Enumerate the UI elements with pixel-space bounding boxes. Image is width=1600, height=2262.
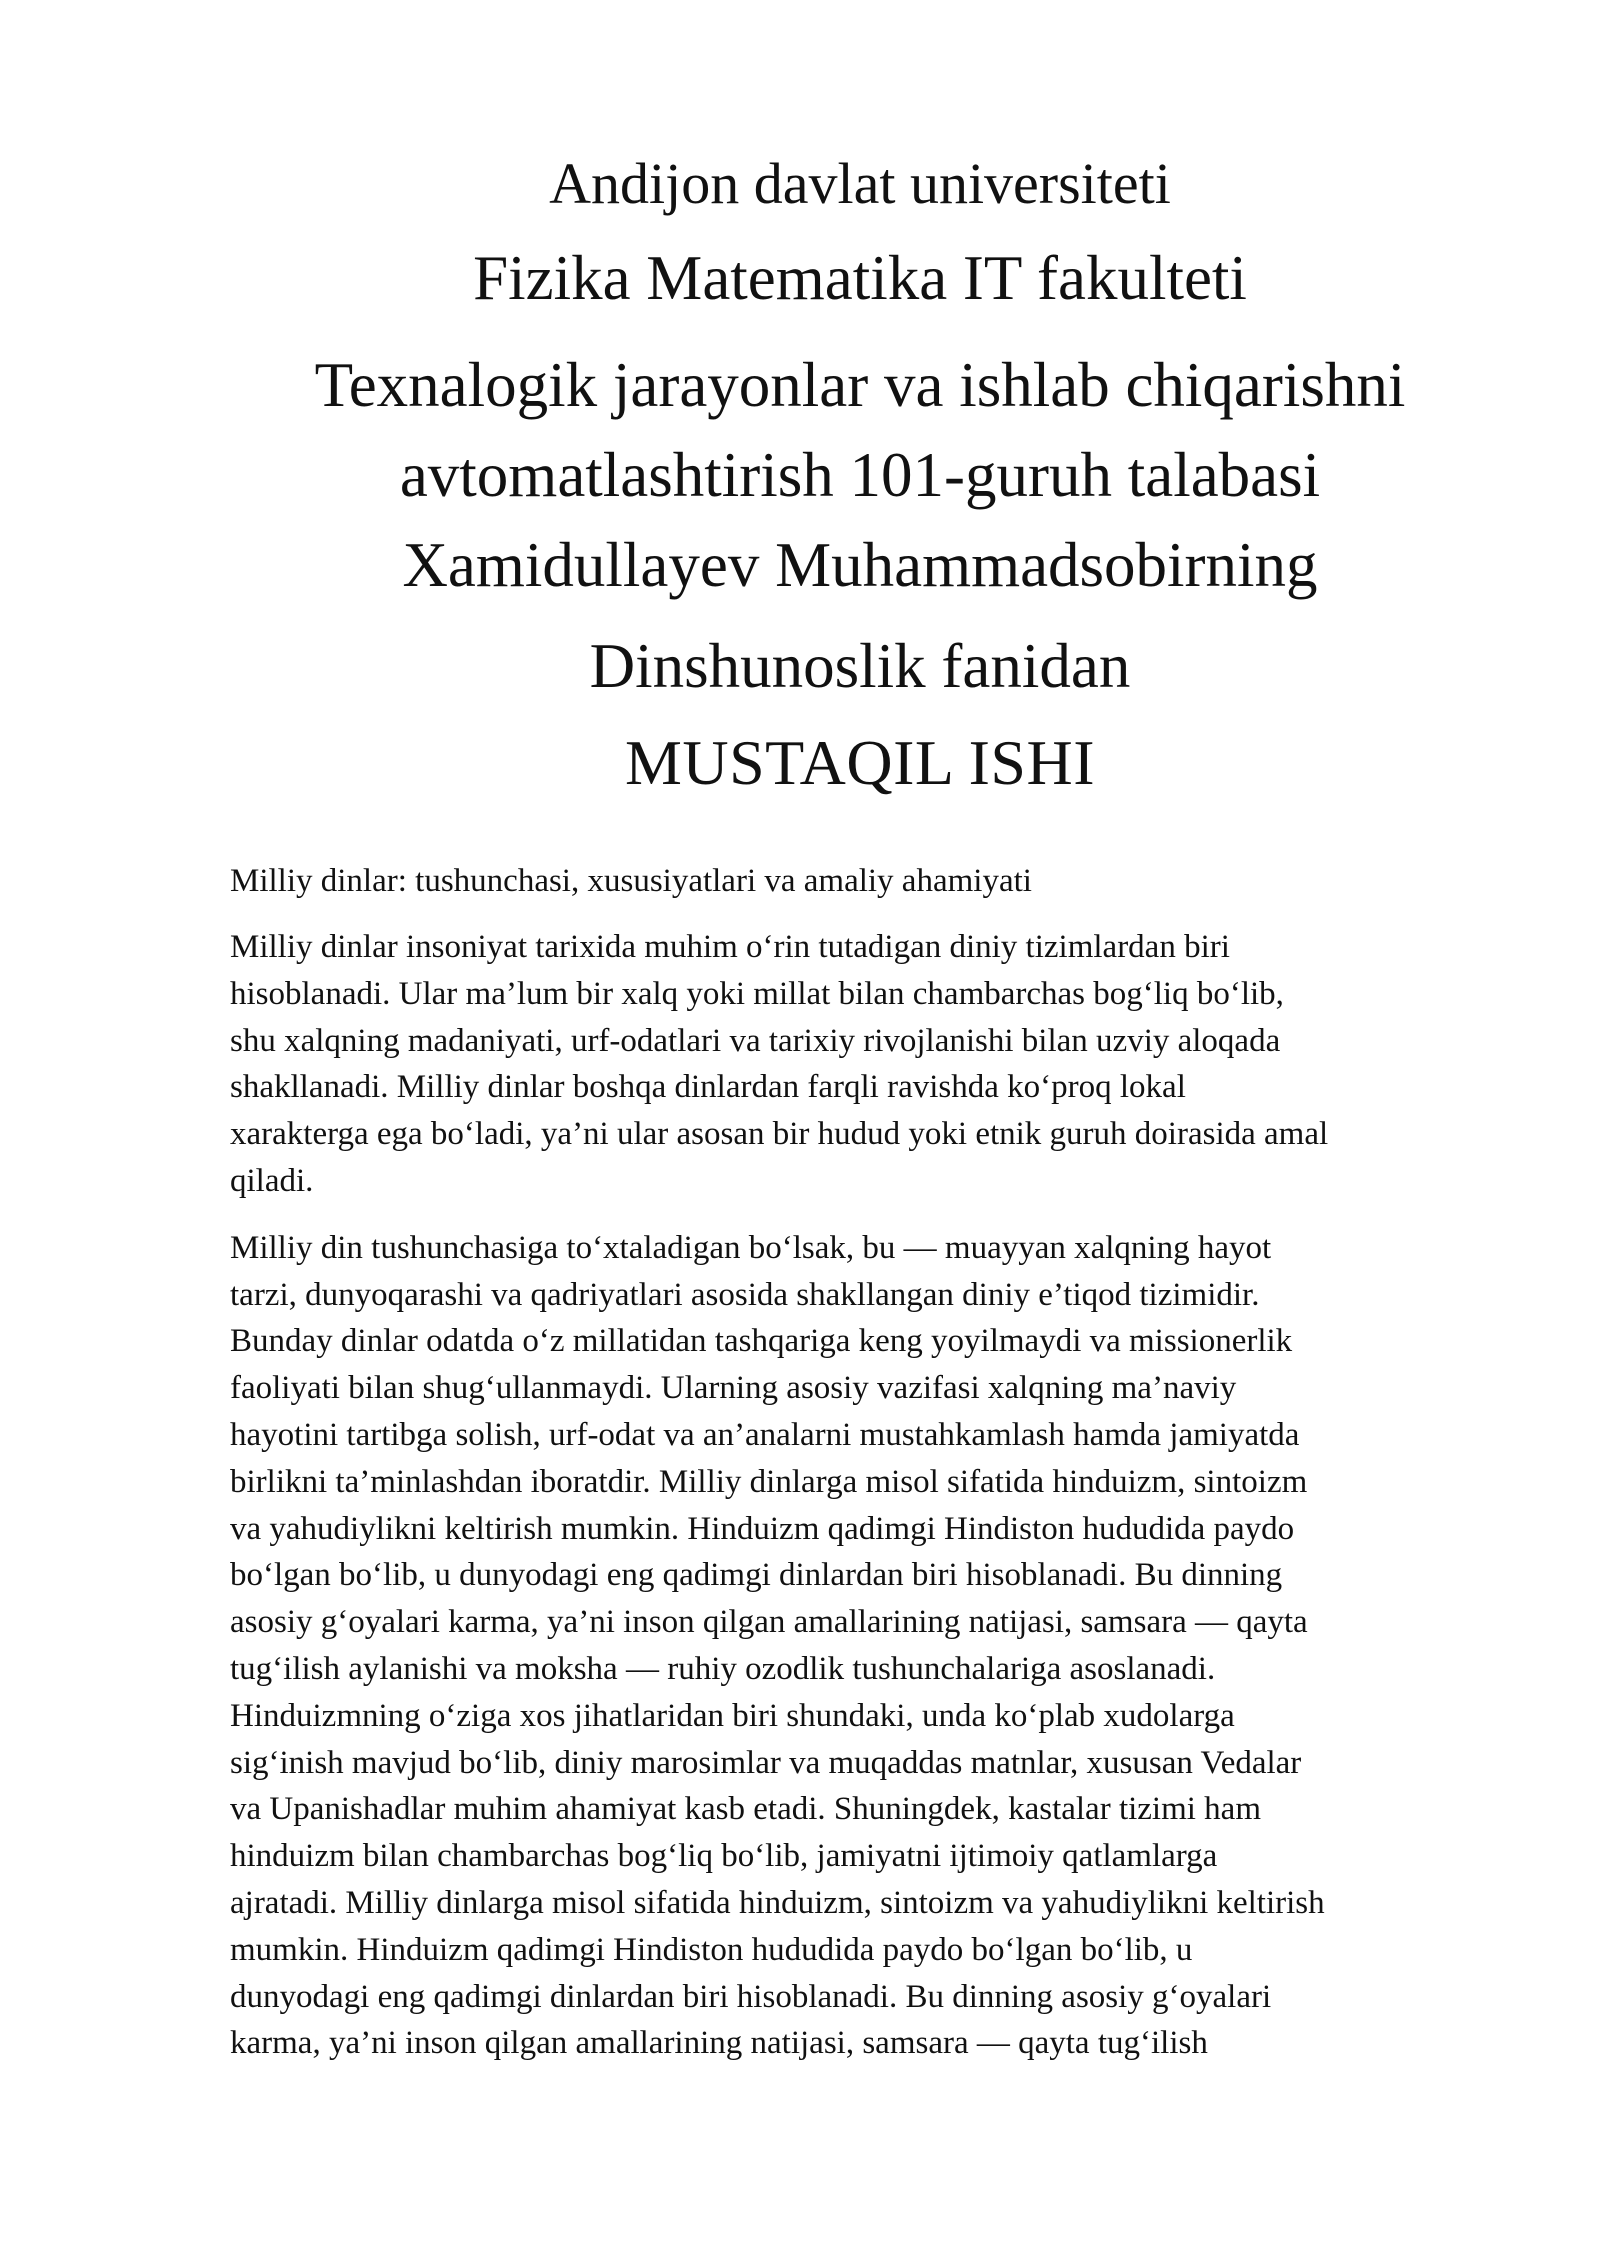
text-line: birlikni ta’minlashdan iboratdir. Milliy dinlarga misol sifatida hinduizm, sintoizm	[230, 1463, 1308, 1500]
text-line: asosiy g‘oyalari karma, ya’ni inson qilgan amallarining natijasi, samsara — qayta	[230, 1604, 1308, 1641]
paragraph-1	[230, 924, 1570, 1205]
text-line: qiladi.	[230, 1162, 314, 1199]
title-block	[200, 150, 1520, 801]
text-line: shakllanadi. Milliy dinlar boshqa dinlardan farqli ravishda ko‘proq lokal	[230, 1069, 1186, 1106]
text-line: va Upanishadlar muhim ahamiyat kasb etadi. Shuningdek, kastalar tizimi ham	[230, 1791, 1261, 1828]
text-line: karma, ya’ni inson qilgan amallarining natijasi, samsara — qayta tug‘ilish	[230, 2025, 1208, 2062]
text-line: sig‘inish mavjud bo‘lib, diniy marosimlar va muqaddas matnlar, xususan Vedalar	[230, 1744, 1302, 1781]
paragraph-2	[230, 1225, 1570, 2067]
text-line: Bunday dinlar odatda o‘z millatidan tashqariga keng yoyilmaydi va missionerlik	[230, 1323, 1293, 1360]
student-info-line: Xamidullayev Muhammadsobirning	[402, 530, 1318, 601]
document-body	[230, 858, 1570, 2067]
text-line: hisoblanadi. Ular ma’lum bir xalq yoki millat bilan chambarchas bog‘liq bo‘lib,	[230, 975, 1284, 1012]
text-line: va yahudiylikni keltirish mumkin. Hinduizm qadimgi Hindiston hududida paydo	[230, 1510, 1295, 1547]
text-line: hayotini tartibga solish, urf-odat va an’analarni mustahkamlash hamda jamiyatda	[230, 1416, 1300, 1453]
text-line: tarzi, dunyoqarashi va qadriyatlari asosida shakllangan diniy e’tiqod tizimidir.	[230, 1276, 1260, 1313]
work-title: MUSTAQIL ISHI	[624, 727, 1096, 799]
text-line: Milliy din tushunchasiga to‘xtaladigan bo‘lsak, bu — muayyan xalqning hayot	[230, 1229, 1272, 1266]
text-line: tug‘ilish aylanishi va moksha — ruhiy ozodlik tushunchalariga asoslanadi.	[230, 1650, 1216, 1687]
text-line: bo‘lgan bo‘lib, u dunyodagi eng qadimgi dinlardan biri hisoblanadi. Bu dinning	[230, 1557, 1283, 1594]
text-line: dunyodagi eng qadimgi dinlardan biri hisoblanadi. Bu dinning asosiy g‘oyalari	[230, 1978, 1272, 2015]
text-line: Milliy dinlar insoniyat tarixida muhim o‘rin tutadigan diniy tizimlardan biri	[230, 929, 1230, 965]
faculty-name: Fizika Matematika IT fakulteti	[473, 243, 1247, 314]
text-line: ajratadi. Milliy dinlarga misol sifatida hinduizm, sintoizm va yahudiylikni keltirish	[230, 1884, 1325, 1921]
student-info-line: avtomatlashtirish 101-guruh talabasi	[399, 440, 1321, 511]
university-name: Andijon davlat universiteti	[549, 151, 1171, 216]
document-subtitle: Milliy dinlar: tushunchasi, xususiyatlari va amaliy ahamiyati	[230, 863, 1032, 899]
text-line: faoliyati bilan shug‘ullanmaydi. Ularning asosiy vazifasi xalqning ma’naviy	[230, 1370, 1237, 1407]
text-line: shu xalqning madaniyati, urf-odatlari va tarixiy rivojlanishi bilan uzviy aloqada	[230, 1022, 1281, 1059]
text-line: Hinduizmning o‘ziga xos jihatlaridan biri shundaki, unda ko‘plab xudolarga	[230, 1697, 1235, 1734]
text-line: xarakterga ega bo‘ladi, ya’ni ular asosan bir hudud yoki etnik guruh doirasida amal	[230, 1116, 1329, 1153]
text-line: mumkin. Hinduizm qadimgi Hindiston hududida paydo bo‘lgan bo‘lib, u	[230, 1931, 1193, 1968]
subject-name: Dinshunoslik fanidan	[589, 631, 1131, 702]
text-line: hinduizm bilan chambarchas bog‘liq bo‘lib, jamiyatni ijtimoiy qatlamlarga	[230, 1838, 1218, 1875]
student-info	[200, 340, 1520, 610]
student-info-line: Texnalogik jarayonlar va ishlab chiqarishni	[314, 350, 1406, 421]
